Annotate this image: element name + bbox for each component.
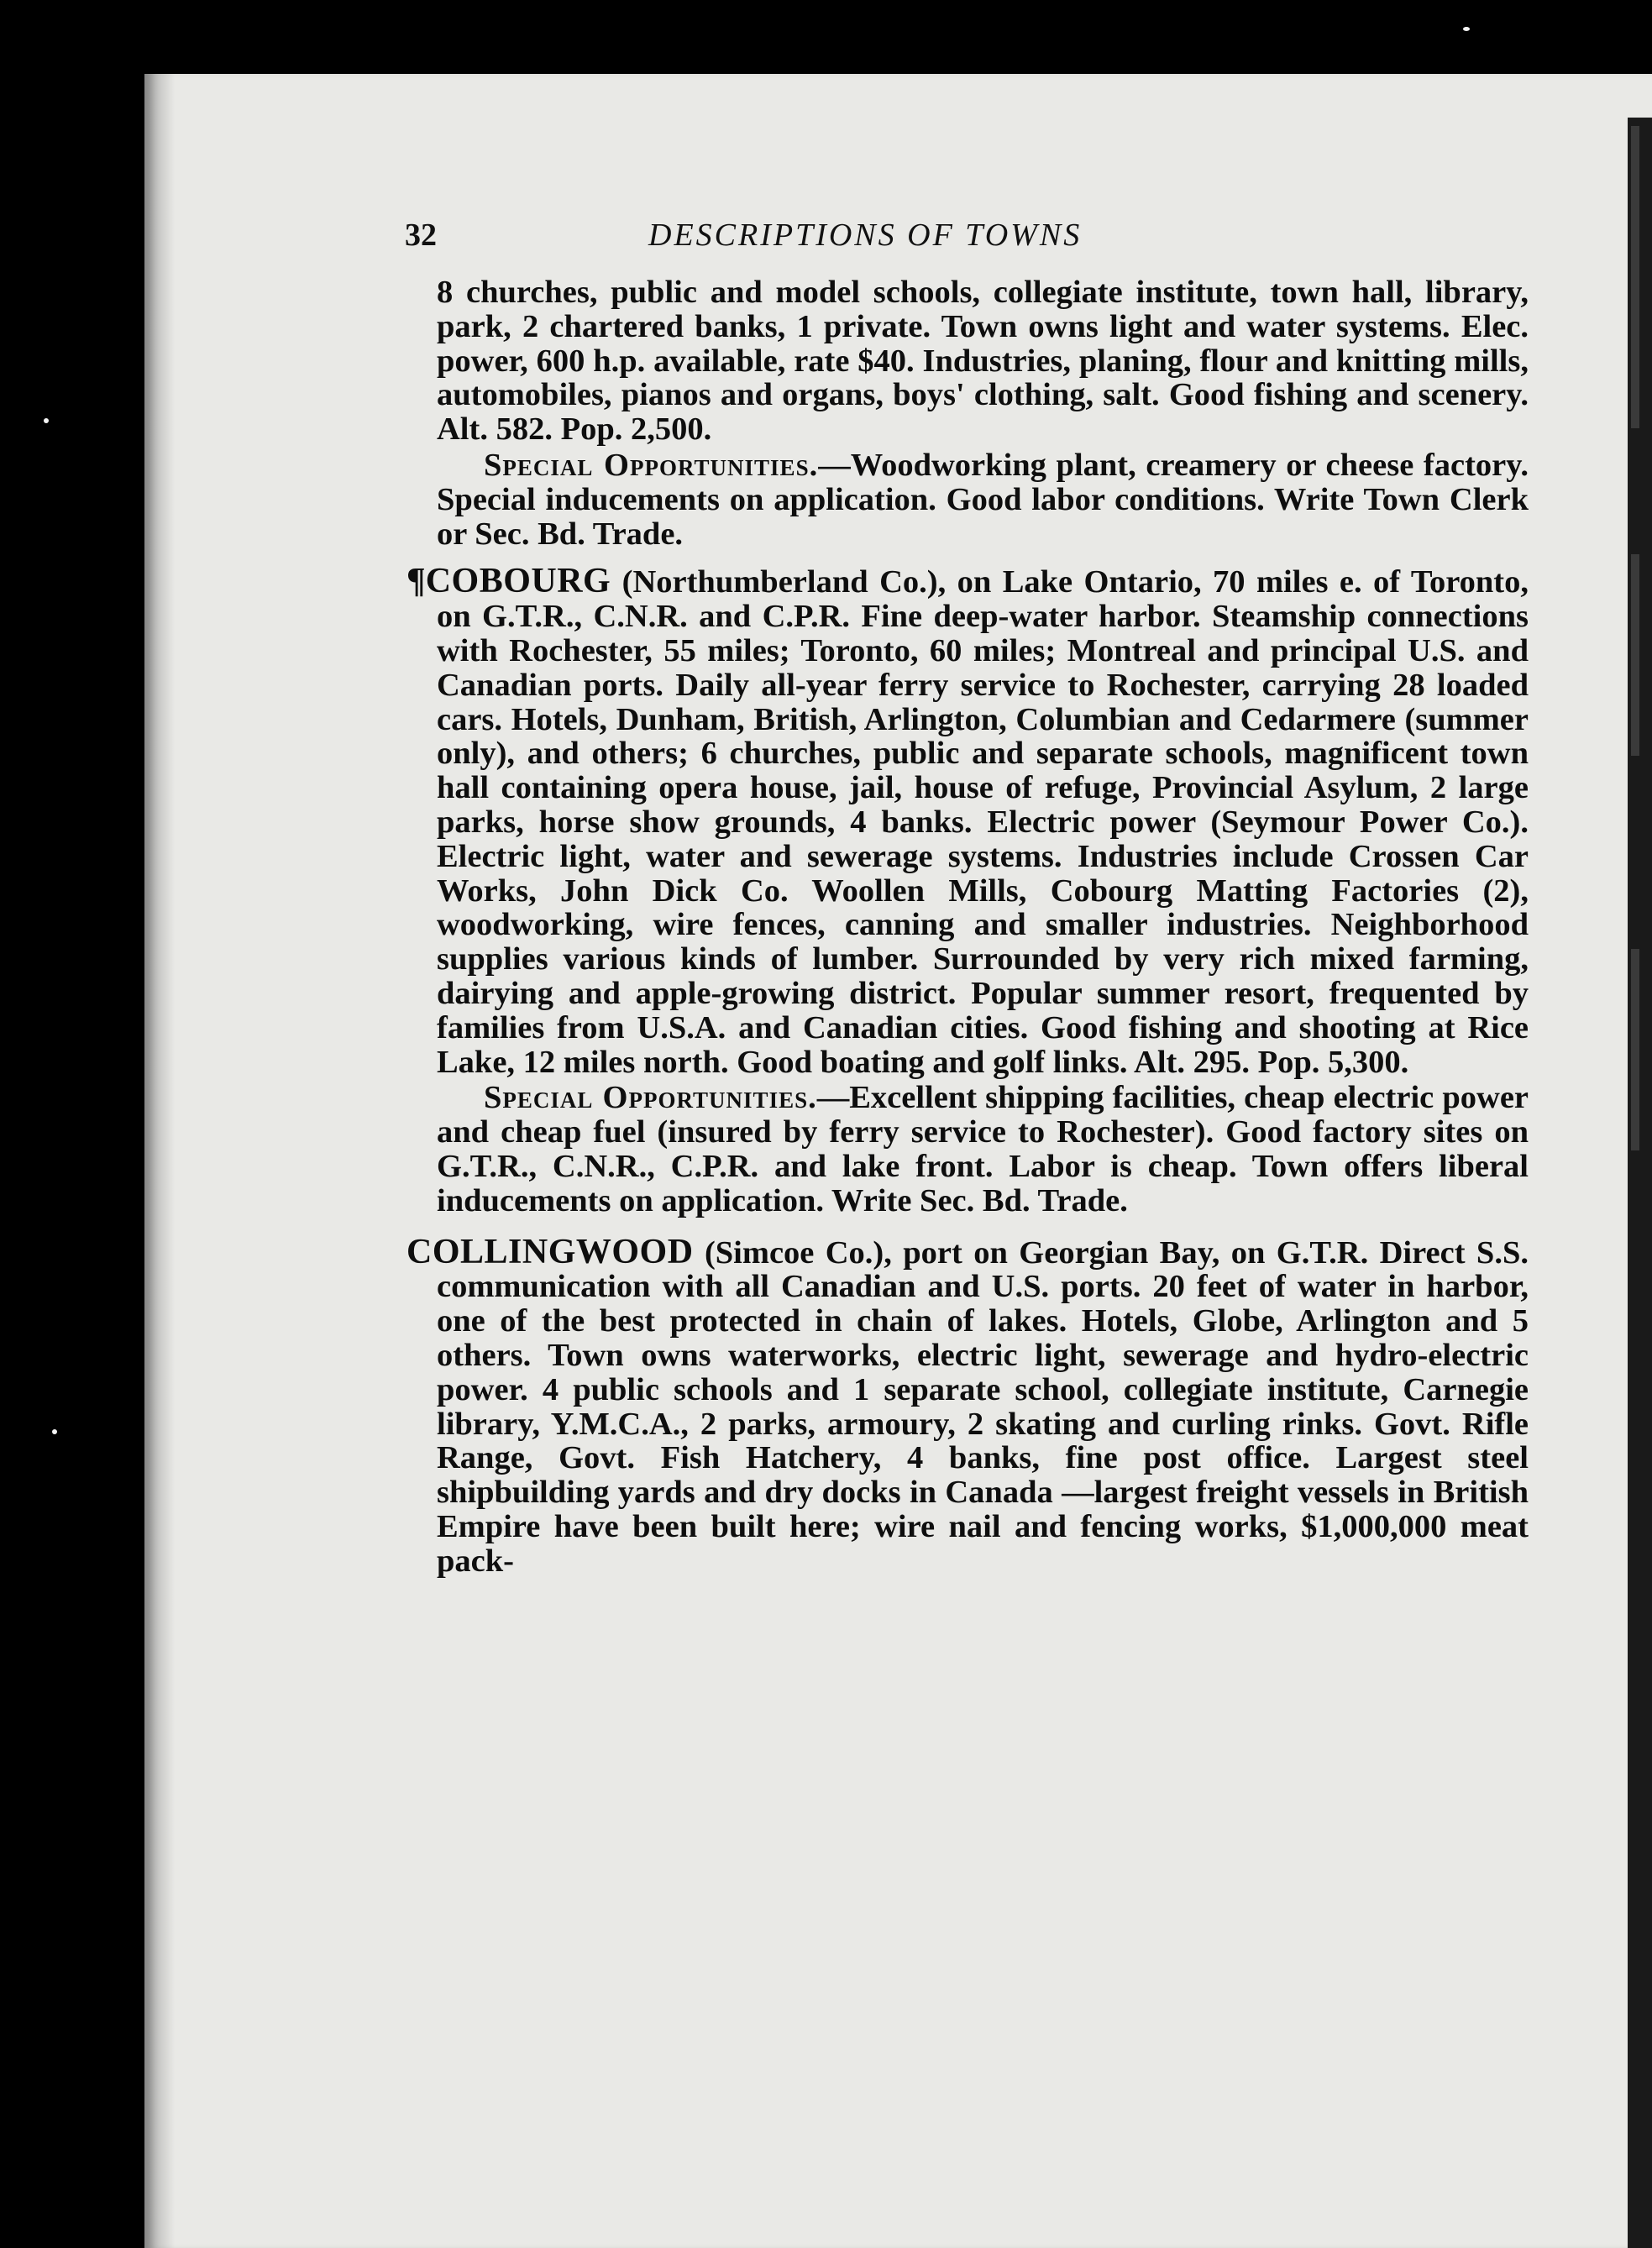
scan-speck bbox=[52, 1429, 57, 1434]
special-opportunities-text: —Excellent shipping facilities, cheap electric power and cheap fuel (insured by ferry service to Rochester). Good factory sites on G.T.R., C.N.R., C.P.R. and lake front. Labor is cheap. Town offers liberal inducements on application. Write Sec. Bd. Trade. bbox=[437, 1080, 1529, 1218]
special-opportunities-text: —Woodworking plant, creamery or cheese factory. Special inducements on application. Good labor conditions. Write Town Clerk or Sec. Bd. Trade. bbox=[437, 447, 1529, 552]
special-opportunities-paragraph bbox=[437, 448, 1529, 551]
running-title: DESCRIPTIONS OF TOWNS bbox=[648, 217, 1083, 253]
scan-speck bbox=[44, 418, 49, 423]
pilcrow-mark: ¶ bbox=[406, 562, 426, 601]
page-edge-shadow bbox=[144, 74, 175, 2248]
special-opportunities-label: Special Opportunities. bbox=[484, 1080, 817, 1116]
entry-cobourg bbox=[406, 562, 1529, 1080]
special-opportunities-paragraph bbox=[437, 1081, 1529, 1218]
margin-scan-mark bbox=[1631, 949, 1639, 1150]
scan-speck bbox=[1463, 27, 1470, 31]
continued-entry-text: 8 churches, public and model schools, collegiate institute, town hall, library, park, 2 chartered banks, 1 private. Town owns light and water systems. Elec. power, 600 h.p. available, rate $40. Industries, planing, flour and knitting mills, automobiles, pianos and organs, boys' clothing, salt. Good fishing and scenery. Alt. 582. Pop. 2,500. bbox=[437, 275, 1529, 448]
page-header bbox=[405, 210, 1354, 260]
special-opportunities-label: Special Opportunities. bbox=[484, 447, 819, 483]
page-body bbox=[406, 275, 1529, 1579]
margin-scan-mark bbox=[1631, 126, 1639, 428]
town-name-collingwood: COLLINGWOOD bbox=[406, 1232, 694, 1271]
entry-text-cobourg: (Northumberland Co.), on Lake Ontario, 70 miles e. of Toronto, on G.T.R., C.N.R. and C.P.R. Fine deep-water harbor. Steamship connections with Rochester, 55 miles; Toronto, 60 miles; Montreal and principal U.S. and Canadian ports. Daily all-year ferry service to Rochester, carrying 28 loaded cars. Hotels, Dunham, British, Arlington, Columbian and Cedarmere (summer only), and others; 6 churches, public and separate schools, magnificent town hall containing opera house, jail, house of refuge, Provincial Asylum, 2 large parks, horse show grounds, 4 banks. Electric power (Seymour Power Co.). Electric light, water and sewerage systems. Industries include Crossen Car Works, John Dick Co. Woollen Mills, Cobourg Matting Factories (2), woodworking, wire fences, canning and smaller industries. Neighborhood supplies various kinds of lumber. Surrounded by very rich mixed farming, dairying and apple-growing district. Popular summer resort, frequented by families from U.S.A. and Canadian cities. Good fishing and shooting at Rice Lake, 12 miles north. Good boating and golf links. Alt. 295. Pop. 5,300. bbox=[437, 564, 1529, 1080]
entry-text-collingwood: (Simcoe Co.), port on Georgian Bay, on G.T.R. Direct S.S. communication with all Canadian and U.S. ports. 20 feet of water in harbor, one of the best protected in chain of lakes. Hotels, Globe, Arlington and 5 others. Town owns waterworks, electric light, sewerage and hydro-electric power. 4 public schools and 1 separate school, collegiate institute, Carnegie library, Y.M.C.A., 2 parks, armoury, 2 skating and curling rinks. Govt. Rifle Range, Govt. Fish Hatchery, 4 banks, fine post office. Largest steel shipbuilding yards and dry docks in Canada —largest freight vessels in British Empire have been built here; wire nail and fencing works, $1,000,000 meat pack- bbox=[437, 1234, 1529, 1579]
page-number: 32 bbox=[405, 217, 437, 253]
adjacent-page-edge bbox=[1628, 118, 1652, 2248]
town-name-cobourg: COBOURG bbox=[425, 562, 611, 601]
continued-entry-paragraph bbox=[437, 275, 1529, 447]
entry-collingwood bbox=[406, 1232, 1529, 1579]
margin-scan-mark bbox=[1631, 554, 1639, 756]
